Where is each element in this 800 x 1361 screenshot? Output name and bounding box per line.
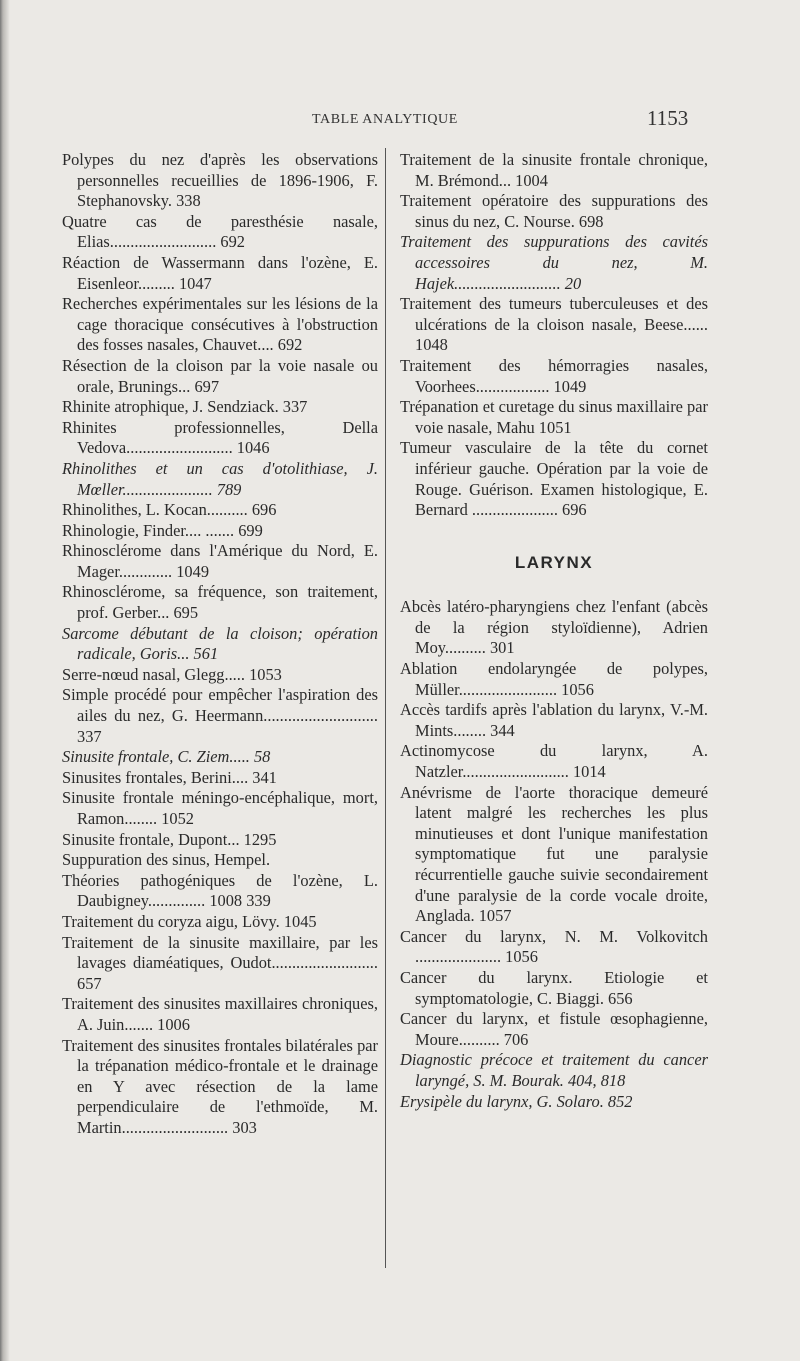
page-number: 1153 (647, 106, 689, 130)
header-title: TABLE ANALYTIQUE (312, 112, 458, 127)
index-entry: Erysipèle du larynx, G. Solaro. 852 (400, 1091, 633, 1111)
index-entry: Rhinologie, Finder.... ....... 699 (62, 520, 263, 540)
right-column (400, 150, 708, 1112)
running-header (0, 106, 800, 136)
section-title-larynx: LARYNX (514, 552, 594, 572)
index-entry: Quatre cas de paresthésie nasale, Elias.......................... 692 (62, 211, 378, 252)
index-entry: Sinusite frontale, Dupont... 1295 (62, 829, 277, 849)
index-entry: Rhinolithes et un cas d'otolithiase, J. Mœller...................... 789 (62, 458, 378, 499)
index-entry: Sinusite frontale méningo-encéphalique, mort, Ramon........ 1052 (62, 788, 378, 828)
index-entry: Résection de la cloison par la voie nasale ou orale, Brunings... 697 (62, 355, 378, 396)
index-entry: Traitement des sinusites frontales bilatérales par la trépanation médico-frontale et le drainage en Y avec résection de la lame perpendiculaire de l'ethmoïde, M. Martin.......................... 303 (62, 1035, 378, 1137)
index-entry: Tumeur vasculaire de la tête du cornet inférieur gauche. Opération par la voie de Rouge. Guérison. Examen histologique, E. Bernard ..................... 696 (400, 438, 708, 520)
index-entry: Traitement de la sinusite maxillaire, par les lavages diaméatiques, Oudot.......................... 657 (62, 932, 378, 993)
index-entry: Traitement des hémorragies nasales, Voorhees.................. 1049 (400, 355, 708, 396)
index-entry: Sinusites frontales, Berini.... 341 (62, 767, 277, 787)
index-entry: Traitement des tumeurs tuberculeuses et des ulcérations de la cloison nasale, Beese...... 1048 (400, 294, 708, 355)
index-entry: Traitement de la sinusite frontale chronique, M. Brémond... 1004 (400, 150, 708, 190)
index-entry: Traitement du coryza aigu, Lövy. 1045 (62, 911, 317, 931)
index-entry: Abcès latéro-pharyngiens chez l'enfant (abcès de la région styloïdienne), Adrien Moy.......... 301 (400, 597, 708, 658)
index-entry: Suppuration des sinus, Hempel. (62, 850, 271, 870)
index-entry: Recherches expérimentales sur les lésions de la cage thoracique consécutives à l'obstruction des fosses nasales, Chauvet.... 692 (62, 294, 378, 355)
index-entry: Cancer du larynx. Etiologie et symptomatologie, C. Biaggi. 656 (400, 967, 708, 1008)
index-entry: Accès tardifs après l'ablation du larynx, V.-M. Mints........ 344 (400, 700, 708, 740)
index-entry: Simple procédé pour empêcher l'aspiration des ailes du nez, G. Heermann............................ 337 (62, 685, 378, 746)
index-entry: Cancer du larynx, N. M. Volkovitch ..................... 1056 (400, 926, 708, 967)
index-entry: Traitement des suppurations des cavités accessoires du nez, M. Hajek.......................... 20 (400, 232, 708, 293)
index-entry: Traitement opératoire des suppurations des sinus du nez, C. Nourse. 698 (400, 191, 708, 231)
index-entry: Rhinosclérome, sa fréquence, son traitement, prof. Gerber... 695 (62, 582, 378, 623)
column-divider (385, 148, 386, 1268)
index-entry: Serre-nœud nasal, Glegg..... 1053 (62, 664, 282, 684)
index-entry: Cancer du larynx, et fistule œsophagienne, Moure.......... 706 (400, 1009, 708, 1049)
index-entry: Rhinolithes, L. Kocan.......... 696 (62, 500, 277, 520)
index-entry: Polypes du nez d'après les observations personnelles recueillies de 1896-1906, F. Stephanovsky. 338 (62, 150, 378, 211)
index-entry: Rhinosclérome dans l'Amérique du Nord, E. Mager............. 1049 (62, 541, 378, 581)
index-entry: Trépanation et curetage du sinus maxillaire par voie nasale, Mahu 1051 (400, 397, 708, 437)
index-entry: Réaction de Wassermann dans l'ozène, E. Eisenleor......... 1047 (62, 252, 378, 293)
index-entry: Diagnostic précoce et traitement du cancer laryngé, S. M. Bourak. 404, 818 (400, 1050, 708, 1090)
index-entry: Théories pathogéniques de l'ozène, L. Daubigney.............. 1008 339 (62, 870, 378, 911)
index-entry: Traitement des sinusites maxillaires chroniques, A. Juin....... 1006 (62, 994, 378, 1034)
index-entry: Sinusite frontale, C. Ziem..... 58 (62, 747, 271, 767)
index-entry: Anévrisme de l'aorte thoracique demeuré latent malgré les recherches les plus minutieuses et dont l'unique manifestation symptomatique fut une paralysie récurrentielle gauche suivie secondairement d'une paralysie de la corde vocale droite, Anglada. 1057 (400, 782, 708, 926)
index-entry: Ablation endolaryngée de polypes, Müller........................ 1056 (400, 659, 708, 699)
index-entry: Rhinites professionnelles, Della Vedova.......................... 1046 (62, 417, 378, 458)
index-entry: Actinomycose du larynx, A. Natzler.......................... 1014 (400, 741, 708, 782)
left-column (62, 150, 378, 1139)
index-entry: Rhinite atrophique, J. Sendziack. 337 (62, 397, 308, 417)
page-edge-shadow (0, 0, 10, 1361)
index-entry: Sarcome débutant de la cloison; opération radicale, Goris... 561 (62, 623, 378, 664)
